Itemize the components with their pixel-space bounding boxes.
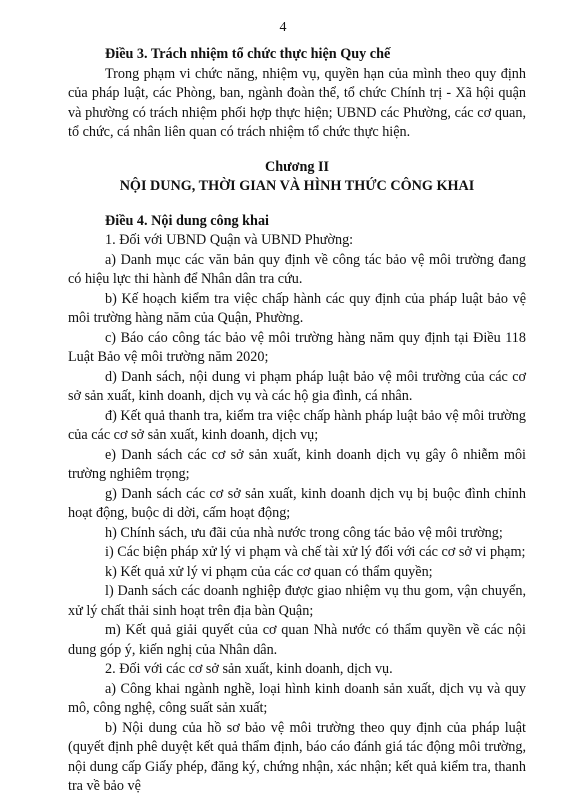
article-4-item: d) Danh sách, nội dung vi phạm pháp luật bảo vệ môi trường của các cơ sở sản xuất, kinh doanh, dịch vụ và các hộ gia đình, cá nhân.	[68, 368, 526, 404]
article-4-item: i) Các biện pháp xử lý vi phạm và chế tài xử lý đối với các cơ sở vi phạm;	[105, 544, 526, 560]
article-4-heading: Điều 4. Nội dung công khai	[105, 212, 269, 229]
article-4-item: h) Chính sách, ưu đãi của nhà nước trong công tác bảo vệ môi trường;	[105, 524, 503, 541]
article-3-heading: Điều 3. Trách nhiệm tổ chức thực hiện Quy chế	[105, 46, 391, 62]
spacer	[68, 143, 526, 158]
article-4-item: 2. Đối với các cơ sở sản xuất, kinh doanh, dịch vụ.	[105, 661, 393, 677]
article-4-item: c) Báo cáo công tác bảo vệ môi trường hàng năm quy định tại Điều 118 Luật Bảo vệ môi trường năm 2020;	[68, 329, 526, 365]
article-4-item: b) Nội dung của hồ sơ bảo vệ môi trường theo quy định của pháp luật (quyết định phê duyệt kết quả thẩm định, báo cáo đánh giá tác động môi trường, nội dung cấp Giấy phép, đăng ký, chứng nhận, xác nhận; kết quả kiểm tra, thanh tra về bảo vệ	[68, 719, 526, 794]
article-4-item: l) Danh sách các doanh nghiệp được giao nhiệm vụ thu gom, vận chuyển, xử lý chất thải sinh hoạt trên địa bàn Quận;	[68, 583, 526, 619]
page-number: 4	[279, 20, 287, 35]
article-4-item: b) Kế hoạch kiểm tra việc chấp hành các quy định của pháp luật bảo vệ môi trường hàng năm của Quận, Phường.	[68, 290, 526, 326]
spacer	[68, 197, 526, 212]
article-4-item: a) Danh mục các văn bản quy định về công tác bảo vệ môi trường đang có hiệu lực thi hành để Nhân dân tra cứu.	[68, 251, 526, 287]
chapter-title: NỘI DUNG, THỜI GIAN VÀ HÌNH THỨC CÔNG KHAI	[119, 178, 475, 194]
article-3-text: Trong phạm vi chức năng, nhiệm vụ, quyền hạn của mình theo quy định của pháp luật, các Phòng, ban, ngành đoàn thể, tổ chức Chính trị - Xã hội quận và phường có trách nhiệm phối hợp thực hiện; UBND các Phường, các cơ quan, tổ chức, cá nhân liên quan có trách nhiệm tổ chức thực hiện.	[68, 65, 526, 140]
article-4-item: đ) Kết quả thanh tra, kiểm tra việc chấp hành pháp luật bảo vệ môi trường của các cơ sở sản xuất, kinh doanh, dịch vụ;	[68, 407, 526, 443]
article-4-item: 1. Đối với UBND Quận và UBND Phường:	[105, 232, 354, 248]
article-4-item: m) Kết quả giải quyết của cơ quan Nhà nước có thẩm quyền về các nội dung góp ý, kiến nghị của Nhân dân.	[68, 622, 526, 658]
chapter-number: Chương II	[264, 158, 330, 175]
document-body	[68, 45, 526, 797]
article-4-item: e) Danh sách các cơ sở sản xuất, kinh doanh dịch vụ gây ô nhiễm môi trường nghiêm trọng;	[68, 446, 526, 482]
article-4-item: g) Danh sách các cơ sở sản xuất, kinh doanh dịch vụ bị buộc đình chỉnh hoạt động, buộc di dời, cấm hoạt động;	[68, 485, 526, 521]
article-4-item: a) Công khai ngành nghề, loại hình kinh doanh sản xuất, dịch vụ và quy mô, công nghệ, công suất sản xuất;	[68, 680, 526, 716]
article-4-item: k) Kết quả xử lý vi phạm của các cơ quan có thẩm quyền;	[105, 563, 433, 580]
